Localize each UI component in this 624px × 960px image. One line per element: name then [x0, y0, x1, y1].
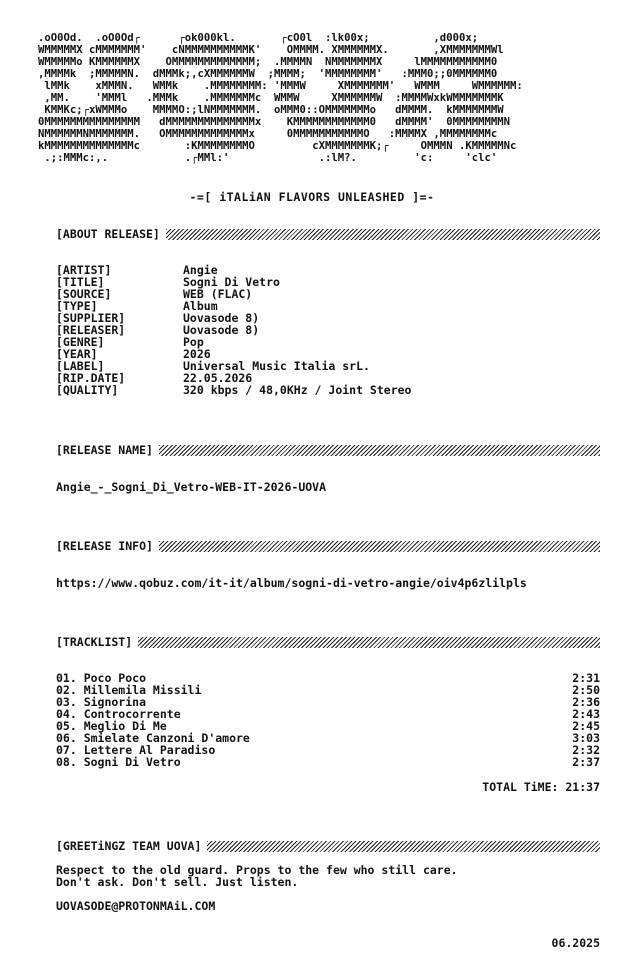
section-label: [TRACKLIST] — [56, 635, 133, 649]
hatch-divider — [166, 229, 600, 240]
hatch-divider — [207, 841, 600, 852]
info-key: [RELEASER] — [56, 323, 126, 337]
section-header-release-name — [56, 443, 600, 457]
tagline: -=[ iTALiAN FLAVORS UNLEASHED ]=- — [189, 190, 435, 204]
track-title: 01. Poco Poco — [56, 671, 147, 685]
section-header-tracklist — [56, 635, 600, 649]
track-time: 2:37 — [572, 755, 600, 769]
ascii-logo: .oO0Od. .oO0Od┌ ┌ok000kl. ┌cO0l :lk00x; ,d000x; WMMMMMX cMMMMMMM' cNMMMMMMMMMMK' OMMMM. XMMMMMMX. ,XMMMMMMMWl WMMMMMo KMMMMMMX OMMMMMMMMMMMMM; .MMMMN NMMMMMMMX lMMMMMMMMMMM0 ,MMMMk ;MMMMMN. dMMMk;,cXMMMMMMW ;MMMM; 'MMMMMMMM' :MMM0;;0MMMMMM0 lMMk xMMMN. WMMk .MMMMMMMM: 'MMMW XMMMMMMM' WMMM WMMMMMM: ,MM. 'MMMl .MMMk .MMMMMMMc WMMW XMMMMMMW :MMMMWxkWMMMMMMMK KMMKc;┌xWMMMo MMMMO:;lNMMMMMMM. oMMM0::OMMMMMMMo dMMMM. kMMMMMMMW 0MMMMMMMMMMMMMMM dMMMMMMMMMMMMMMx KMMMMMMMMMMMM0 dMMMM' 0MMMMMMMMN NMMMMMMNMMMMMMM. OMMMMMMMMMMMMMx 0MMMMMMMMMMMO :MMMMX ,MMMMMMMMc kMMMMMMMMMMMMMMc :KMMMMMMMMO cXMMMMMMMK;┌ OMMMN .KMMMMMNc .;:MMMc:,. .┌MMl:' .:lM?. 'c: 'clc' — [38, 32, 523, 164]
info-key: [RIP.DATE] — [56, 371, 126, 385]
info-value: 320 kbps / 48,0KHz / Joint Stereo — [183, 383, 412, 397]
release-name-text: Angie_-_Sogni_Di_Vetro-WEB-IT-2026-UOVA — [56, 480, 327, 494]
track-time: 2:45 — [572, 719, 600, 733]
contact-email[interactable]: UOVASODE@PROTONMAiL.COM — [56, 899, 216, 913]
greetings-line: Respect to the old guard. Props to the few who still care. — [56, 863, 458, 877]
track-title: 03. Signorina — [56, 695, 147, 709]
track-time: 3:03 — [572, 731, 600, 745]
info-key: [TITLE] — [56, 275, 105, 289]
info-value: Uovasode 8) — [183, 311, 260, 325]
about-release-table — [56, 264, 411, 396]
track-time: 2:50 — [572, 683, 600, 697]
info-row — [56, 336, 411, 348]
info-key: [YEAR] — [56, 347, 98, 361]
info-row — [56, 384, 411, 396]
track-title: 06. Smielate Canzoni D'amore — [56, 731, 250, 745]
total-time: TOTAL TiME: 21:37 — [482, 780, 600, 794]
greetings-block — [56, 864, 458, 912]
info-value: Universal Music Italia srL. — [183, 359, 370, 373]
info-key: [GENRE] — [56, 335, 105, 349]
info-value: Pop — [183, 335, 204, 349]
section-header-release-info — [56, 539, 600, 553]
info-value: Uovasode 8) — [183, 323, 260, 337]
section-label: [RELEASE NAME] — [56, 443, 153, 457]
track-time: 2:32 — [572, 743, 600, 757]
section-label: [GREETiNGZ TEAM UOVA] — [56, 839, 202, 853]
info-key: [TYPE] — [56, 299, 98, 313]
info-value: Angie — [183, 263, 218, 277]
section-label: [ABOUT RELEASE] — [56, 227, 160, 241]
hatch-divider — [159, 445, 600, 456]
info-value: Sogni Di Vetro — [183, 275, 280, 289]
release-date-footer: 06.2025 — [551, 936, 600, 950]
info-key: [SUPPLIER] — [56, 311, 126, 325]
track-time: 2:31 — [572, 671, 600, 685]
info-value: 22.05.2026 — [183, 371, 253, 385]
track-title: 07. Lettere Al Paradiso — [56, 743, 216, 757]
section-header-greetings — [56, 839, 600, 853]
section-header-about — [56, 227, 600, 241]
track-row — [56, 756, 600, 768]
info-value: WEB (FLAC) — [183, 287, 253, 301]
release-info-link[interactable]: https://www.qobuz.com/it-it/album/sogni-di-vetro-angie/oiv4p6zlilpls — [56, 576, 527, 590]
info-row — [56, 324, 411, 336]
track-title: 08. Sogni Di Vetro — [56, 755, 181, 769]
info-key: [SOURCE] — [56, 287, 112, 301]
track-title: 02. Millemila Missili — [56, 683, 202, 697]
info-value: Album — [183, 299, 218, 313]
track-time: 2:36 — [572, 695, 600, 709]
info-key: [ARTIST] — [56, 263, 112, 277]
info-key: [LABEL] — [56, 359, 105, 373]
track-title: 04. Controcorrente — [56, 707, 181, 721]
greetings-line: Don't ask. Don't sell. Just listen. — [56, 875, 299, 889]
info-key: [QUALITY] — [56, 383, 119, 397]
info-row — [56, 288, 411, 300]
tracklist — [56, 672, 600, 768]
hatch-divider — [159, 541, 600, 552]
info-value: 2026 — [183, 347, 211, 361]
section-label: [RELEASE INFO] — [56, 539, 153, 553]
hatch-divider — [138, 637, 600, 648]
track-title: 05. Meglio Di Me — [56, 719, 167, 733]
track-time: 2:43 — [572, 707, 600, 721]
